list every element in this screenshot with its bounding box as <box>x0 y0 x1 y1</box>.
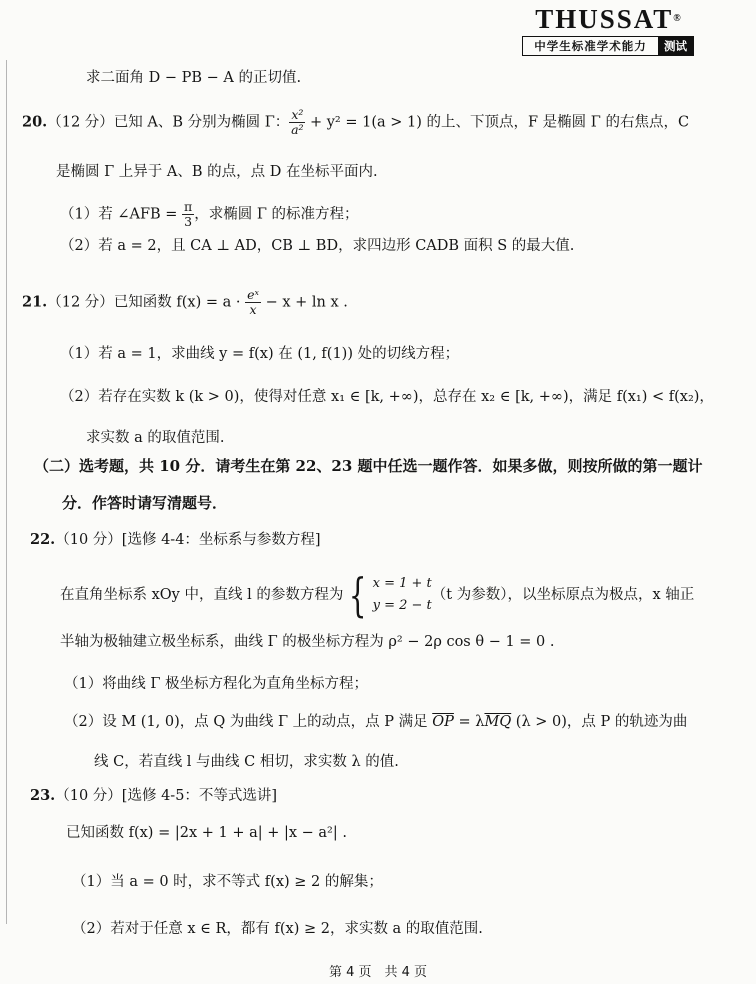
fraction: $\frac{\text{eˣ}}{x}$ <box>247 287 259 317</box>
question-22-part1: （1）将曲线 Γ 极坐标方程化为直角坐标方程； <box>64 676 369 692</box>
question-21-part1: （1）若 a = 1，求曲线 y = f(x) 在 (1, f(1)) 处的切线方程； <box>60 346 460 362</box>
question-23-header <box>30 786 277 806</box>
question-21-part2-cont: 求实数 a 的取值范围. <box>86 430 225 446</box>
equation-system: { x = 1 + t y = 2 − t <box>349 568 432 622</box>
question-23-stem: 已知函数 f(x) = |2x + 1 + a| + |x − a²| . <box>66 825 347 841</box>
fraction: $\frac{\text{x²}}{\text{a²}}$ <box>291 107 304 137</box>
question-number: 23. <box>30 787 56 804</box>
question-topic: [选修 4-4：坐标系与参数方程] <box>121 532 321 548</box>
question-number: 22. <box>30 531 56 548</box>
question-score: （12 分） <box>47 294 114 311</box>
question-score: （10 分） <box>55 532 122 548</box>
prev-question-tail: 求二面角 D − PB − A 的正切值. <box>86 70 302 86</box>
question-23-part1: （1）当 a = 0 时，求不等式 f(x) ≥ 2 的解集； <box>72 874 383 890</box>
question-20-part2: （2）若 a = 2，且 CA ⊥ AD，CB ⊥ BD，求四边形 CADB 面积 S 的最大值. <box>60 238 575 254</box>
stem-text: + y² = 1(a > 1) 的上、下顶点，F 是椭圆 Γ 的右焦点，C <box>309 114 690 131</box>
logo <box>522 4 694 56</box>
vector-mq: $\overline{MQ}$ <box>484 714 512 730</box>
section-heading-cont: 分．作答时请写清题号． <box>62 494 228 512</box>
question-number: 20. <box>22 113 48 131</box>
question-22-header <box>30 530 321 550</box>
question-21-stem: 21.（12 分）已知函数 f(x) = a · $\frac{\text{eˣ}}{x}$ − x + ln x . <box>22 287 348 317</box>
fraction: $\frac{\pi}{3}$ <box>184 199 193 229</box>
question-score: （12 分） <box>47 114 114 131</box>
question-22-part2-cont: 线 C，若直线 l 与曲线 C 相切，求实数 λ 的值. <box>94 754 399 770</box>
question-22-line2: 半轴为极轴建立极坐标系，曲线 Γ 的极坐标方程为 ρ² − 2ρ cos θ − 1 = 0 . <box>60 634 555 650</box>
page-footer: 第 4 页 共 4 页 <box>328 965 428 980</box>
question-21-part2: （2）若存在实数 k (k > 0)，使得对任意 x₁ ∈ [k, +∞)，总存在 x₂ ∈ [k, +∞)，满足 f(x₁) < f(x₂)， <box>60 389 714 405</box>
section-heading: （二）选考题，共 10 分．请考生在第 22、23 题中任选一题作答．如果多做，则按所做的第一题计 <box>34 457 703 475</box>
logo-sub-text: 中学生标准学术能力 <box>534 39 647 53</box>
logo-subtitle <box>522 36 694 56</box>
logo-badge: 测试 <box>658 37 693 55</box>
logo-wordmark: THUSSAT® <box>535 4 681 34</box>
vector-op: $\overline{OP}$ <box>432 714 454 730</box>
question-number: 21. <box>22 293 48 311</box>
stem-text: 已知 A、B 分别为椭圆 Γ： <box>113 114 290 131</box>
page-edge <box>6 60 7 924</box>
question-22-part2: （2）设 M (1, 0)，点 Q 为曲线 Γ 上的动点，点 P 满足 $\overline{OP} = \lambda\overline{MQ}$ (λ > 0)，点 P 的轨迹为曲 <box>64 714 688 730</box>
question-20-stem <box>22 108 689 137</box>
question-20-part1: （1）若 ∠AFB = $\frac{\pi}{3}$ ，求椭圆 Γ 的标准方程； <box>60 199 359 229</box>
question-20-line2: 是椭圆 Γ 上异于 A、B 的点，点 D 在坐标平面内. <box>56 164 378 180</box>
question-topic: [选修 4-5：不等式选讲] <box>121 788 278 804</box>
question-23-part2: （2）若对于任意 x ∈ R，都有 f(x) ≥ 2，求实数 a 的取值范围. <box>72 921 483 937</box>
registered-mark: ® <box>673 13 681 24</box>
question-22-stem: 在直角坐标系 xOy 中，直线 l 的参数方程为 { x = 1 + t y = 2 − t （t 为参数），以坐标原点为极点，x 轴正 <box>60 568 695 622</box>
question-score: （10 分） <box>55 788 122 804</box>
